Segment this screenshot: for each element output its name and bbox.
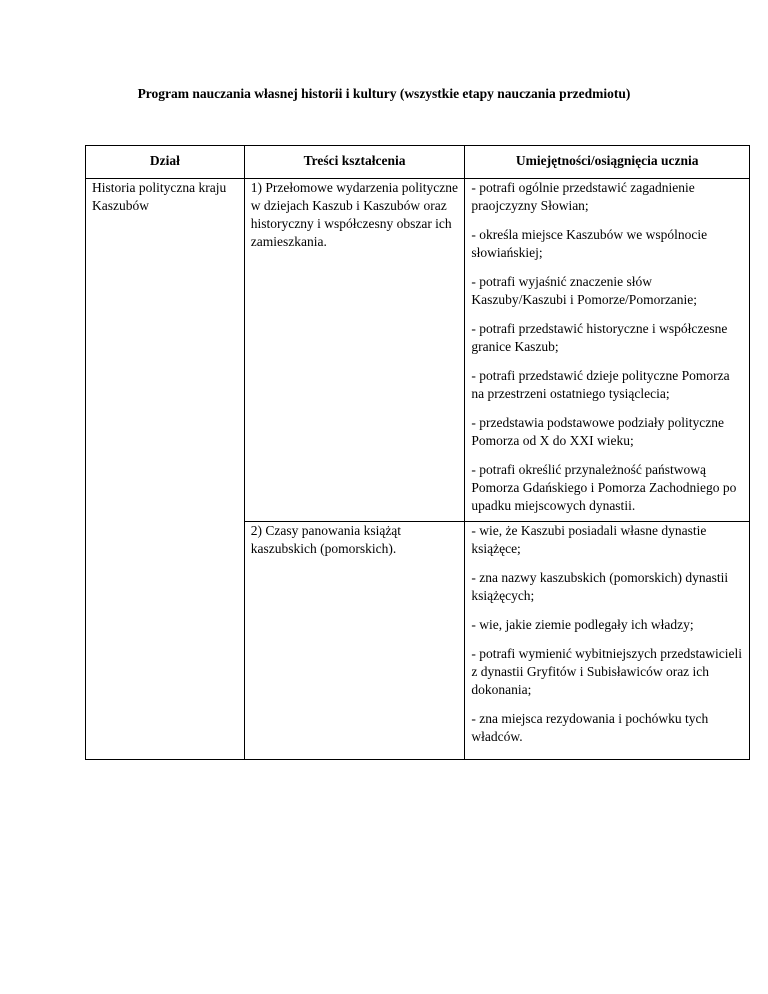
skill-item: - wie, jakie ziemie podlegały ich władzy;	[471, 617, 694, 632]
content-cell: 1) Przełomowe wydarzenia polityczne w dziejach Kaszub i Kaszubów oraz historyczny i współczesny obszar ich zamieszkania.	[244, 179, 465, 522]
skill-item: - zna nazwy kaszubskich (pomorskich) dynastii książęcych;	[471, 570, 729, 603]
header-dzial: Dział	[86, 146, 245, 179]
skill-item: - określa miejsce Kaszubów we wspólnocie słowiańskiej;	[471, 227, 708, 260]
skill-item: - potrafi określić przynależność państwową Pomorza Gdańskiego i Pomorza Zachodniego po upadku miejscowych dynastii.	[471, 462, 737, 513]
skill-item: - potrafi ogólnie przedstawić zagadnienie praojczyzny Słowian;	[471, 180, 695, 213]
curriculum-table	[85, 145, 750, 760]
skill-item: - potrafi wymienić wybitniejszych przedstawicieli z dynastii Gryfitów i Subisławiców oraz ich dokonania;	[471, 646, 743, 697]
skill-item: - wie, że Kaszubi posiadali własne dynastie książęce;	[471, 523, 707, 556]
section-cell: Historia polityczna kraju Kaszubów	[86, 179, 245, 760]
header-tresci: Treści kształcenia	[244, 146, 465, 179]
skills-cell	[465, 179, 750, 522]
skill-item: - potrafi przedstawić historyczne i współczesne granice Kaszub;	[471, 321, 728, 354]
skills-cell	[465, 522, 750, 760]
content-cell: 2) Czasy panowania książąt kaszubskich (pomorskich).	[244, 522, 465, 760]
skill-item: - potrafi przedstawić dzieje polityczne Pomorza na przestrzeni ostatniego tysiąclecia;	[471, 368, 730, 401]
header-umiejetnosci: Umiejętności/osiągnięcia ucznia	[465, 146, 750, 179]
document-title: Program nauczania własnej historii i kultury (wszystkie etapy nauczania przedmiotu)	[137, 86, 631, 101]
skill-item: - potrafi wyjaśnić znaczenie słów Kaszuby/Kaszubi i Pomorze/Pomorzanie;	[471, 274, 698, 307]
skill-item: - zna miejsca rezydowania i pochówku tych władców.	[471, 711, 709, 744]
skill-item: - przedstawia podstawowe podziały polityczne Pomorza od X do XXI wieku;	[471, 415, 725, 448]
table-header-row	[86, 146, 750, 179]
table-row	[86, 179, 750, 522]
